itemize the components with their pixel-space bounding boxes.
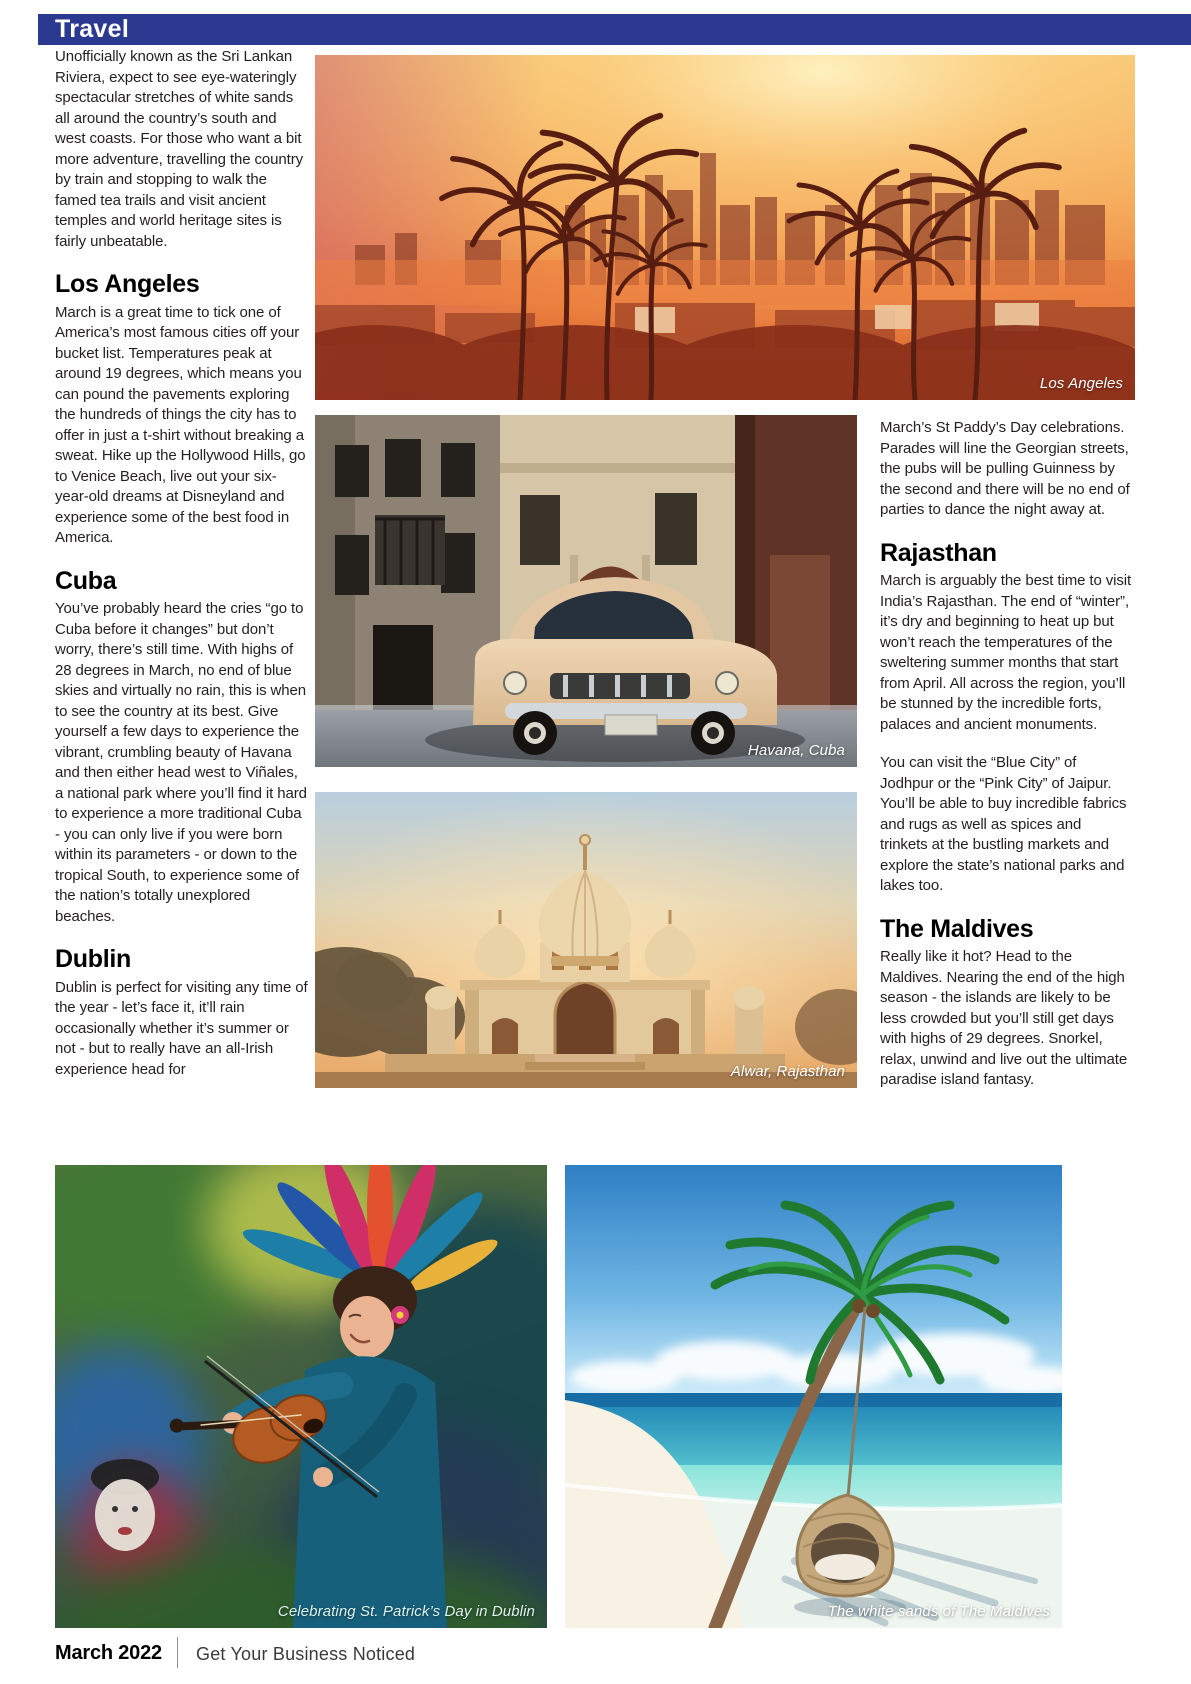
footer-issue-date: March 2022: [55, 1642, 162, 1664]
photo-caption: Alwar, Rajasthan: [730, 1063, 845, 1080]
article-rajasthan: [880, 540, 1132, 897]
article-sri-lanka: [55, 47, 308, 252]
photo-caption: The white sands of The Maldives: [827, 1603, 1050, 1620]
article-los-angeles: [55, 271, 308, 549]
left-column: [55, 47, 308, 1080]
footer-divider: [177, 1637, 178, 1668]
photo-caption: Celebrating St. Patrick’s Day in Dublin: [277, 1603, 535, 1620]
article-body: You can visit the “Blue City” of Jodhpur or the “Pink City” of Jaipur. You’ll be able to buy incredible fabrics and rugs as well as spices and trinkets at the bustling markets and explore the state’s national parks and lakes too.: [880, 754, 1127, 894]
article-body: March is a great time to tick one of America’s most famous cities off your bucket list. Temperatures peak at around 19 degrees, which means you can pound the pavements exploring the hundreds of things the city has to offer in just a t-shirt without breaking a sweat. Hike up the Hollywood Hills, go to Venice Beach, live out your six-year-old dreams at Disneyland and experience some of the best food in America.: [55, 303, 306, 546]
article-dublin: [55, 946, 308, 1080]
article-body: March’s St Paddy’s Day celebrations. Parades will line the Georgian streets, the pubs will be pulling Guinness by the second and there will be no end of parties to dance the night away at.: [880, 419, 1130, 518]
article-cuba: [55, 568, 308, 928]
photo-maldives: [565, 1165, 1062, 1628]
article-heading: Rajasthan: [880, 538, 997, 567]
article-body: Dublin is perfect for visiting any time of the year - let’s face it, it’ll rain occasionally whether it’s summer or not - but to really have an all-Irish experience head for: [55, 978, 308, 1078]
article-body: Unofficially known as the Sri Lankan Riviera, expect to see eye-wateringly spectacular stretches of white sands all around the country’s south and west coasts. For those who want a bit more adventure, travelling the country by train and stopping to walk the famed tea trails and visit ancient temples and world heritage sites is fairly unbeatable.: [55, 48, 303, 250]
article-body: Really like it hot? Head to the Maldives. Nearing the end of the high season - the islands are likely to be less crowded but you’ll still get days with highs of 29 degrees. Snorkel, relax, unwind and live out the ultimate paradise island fantasy.: [880, 948, 1128, 1088]
dublin-violinist-illustration: [55, 1165, 547, 1628]
photo-dublin: [55, 1165, 547, 1628]
article-maldives: [880, 916, 1132, 1091]
photo-los-angeles: [315, 55, 1135, 400]
maldives-beach-illustration: [565, 1165, 1062, 1628]
footer-tagline: Get Your Business Noticed: [196, 1644, 416, 1664]
article-heading: Cuba: [55, 566, 117, 595]
photo-caption: Havana, Cuba: [747, 742, 845, 759]
article-heading: Dublin: [55, 945, 131, 973]
photo-caption: Los Angeles: [1039, 375, 1123, 392]
alwar-temple-illustration: [315, 792, 857, 1088]
header-bar: [38, 14, 1191, 45]
article-heading: Los Angeles: [55, 270, 200, 298]
havana-street-illustration: [315, 415, 857, 767]
page-title: Travel: [55, 15, 130, 43]
photo-havana: [315, 415, 857, 767]
article-heading: The Maldives: [880, 914, 1034, 943]
photo-alwar: [315, 792, 857, 1088]
los-angeles-sunset-illustration: [315, 55, 1135, 400]
right-column: [880, 418, 1132, 1091]
article-body: You’ve probably heard the cries “go to Cuba before it changes” but don’t worry, there’s still time. With highs of 28 degrees in March, no end of blue skies and virtually no rain, this is when to see the country at its best. Give yourself a few days to experience the vibrant, crumbling beauty of Havana and then either head west to Viñales, a national park where you’ll find it hard to experience a more traditional Cuba - you can only live if you were born within its parameters - or down to the tropical South, to experience some of the nation’s totally unexplored beaches.: [55, 600, 307, 925]
article-body: March is arguably the best time to visit India’s Rajasthan. The end of “winter”, it’s dry and beginning to heat up but won’t reach the temperatures of the sweltering summer months that start from April. All across the region, you’ll be stunned by the incredible forts, palaces and ancient monuments.: [880, 572, 1132, 733]
article-dublin-continued: [880, 418, 1132, 521]
